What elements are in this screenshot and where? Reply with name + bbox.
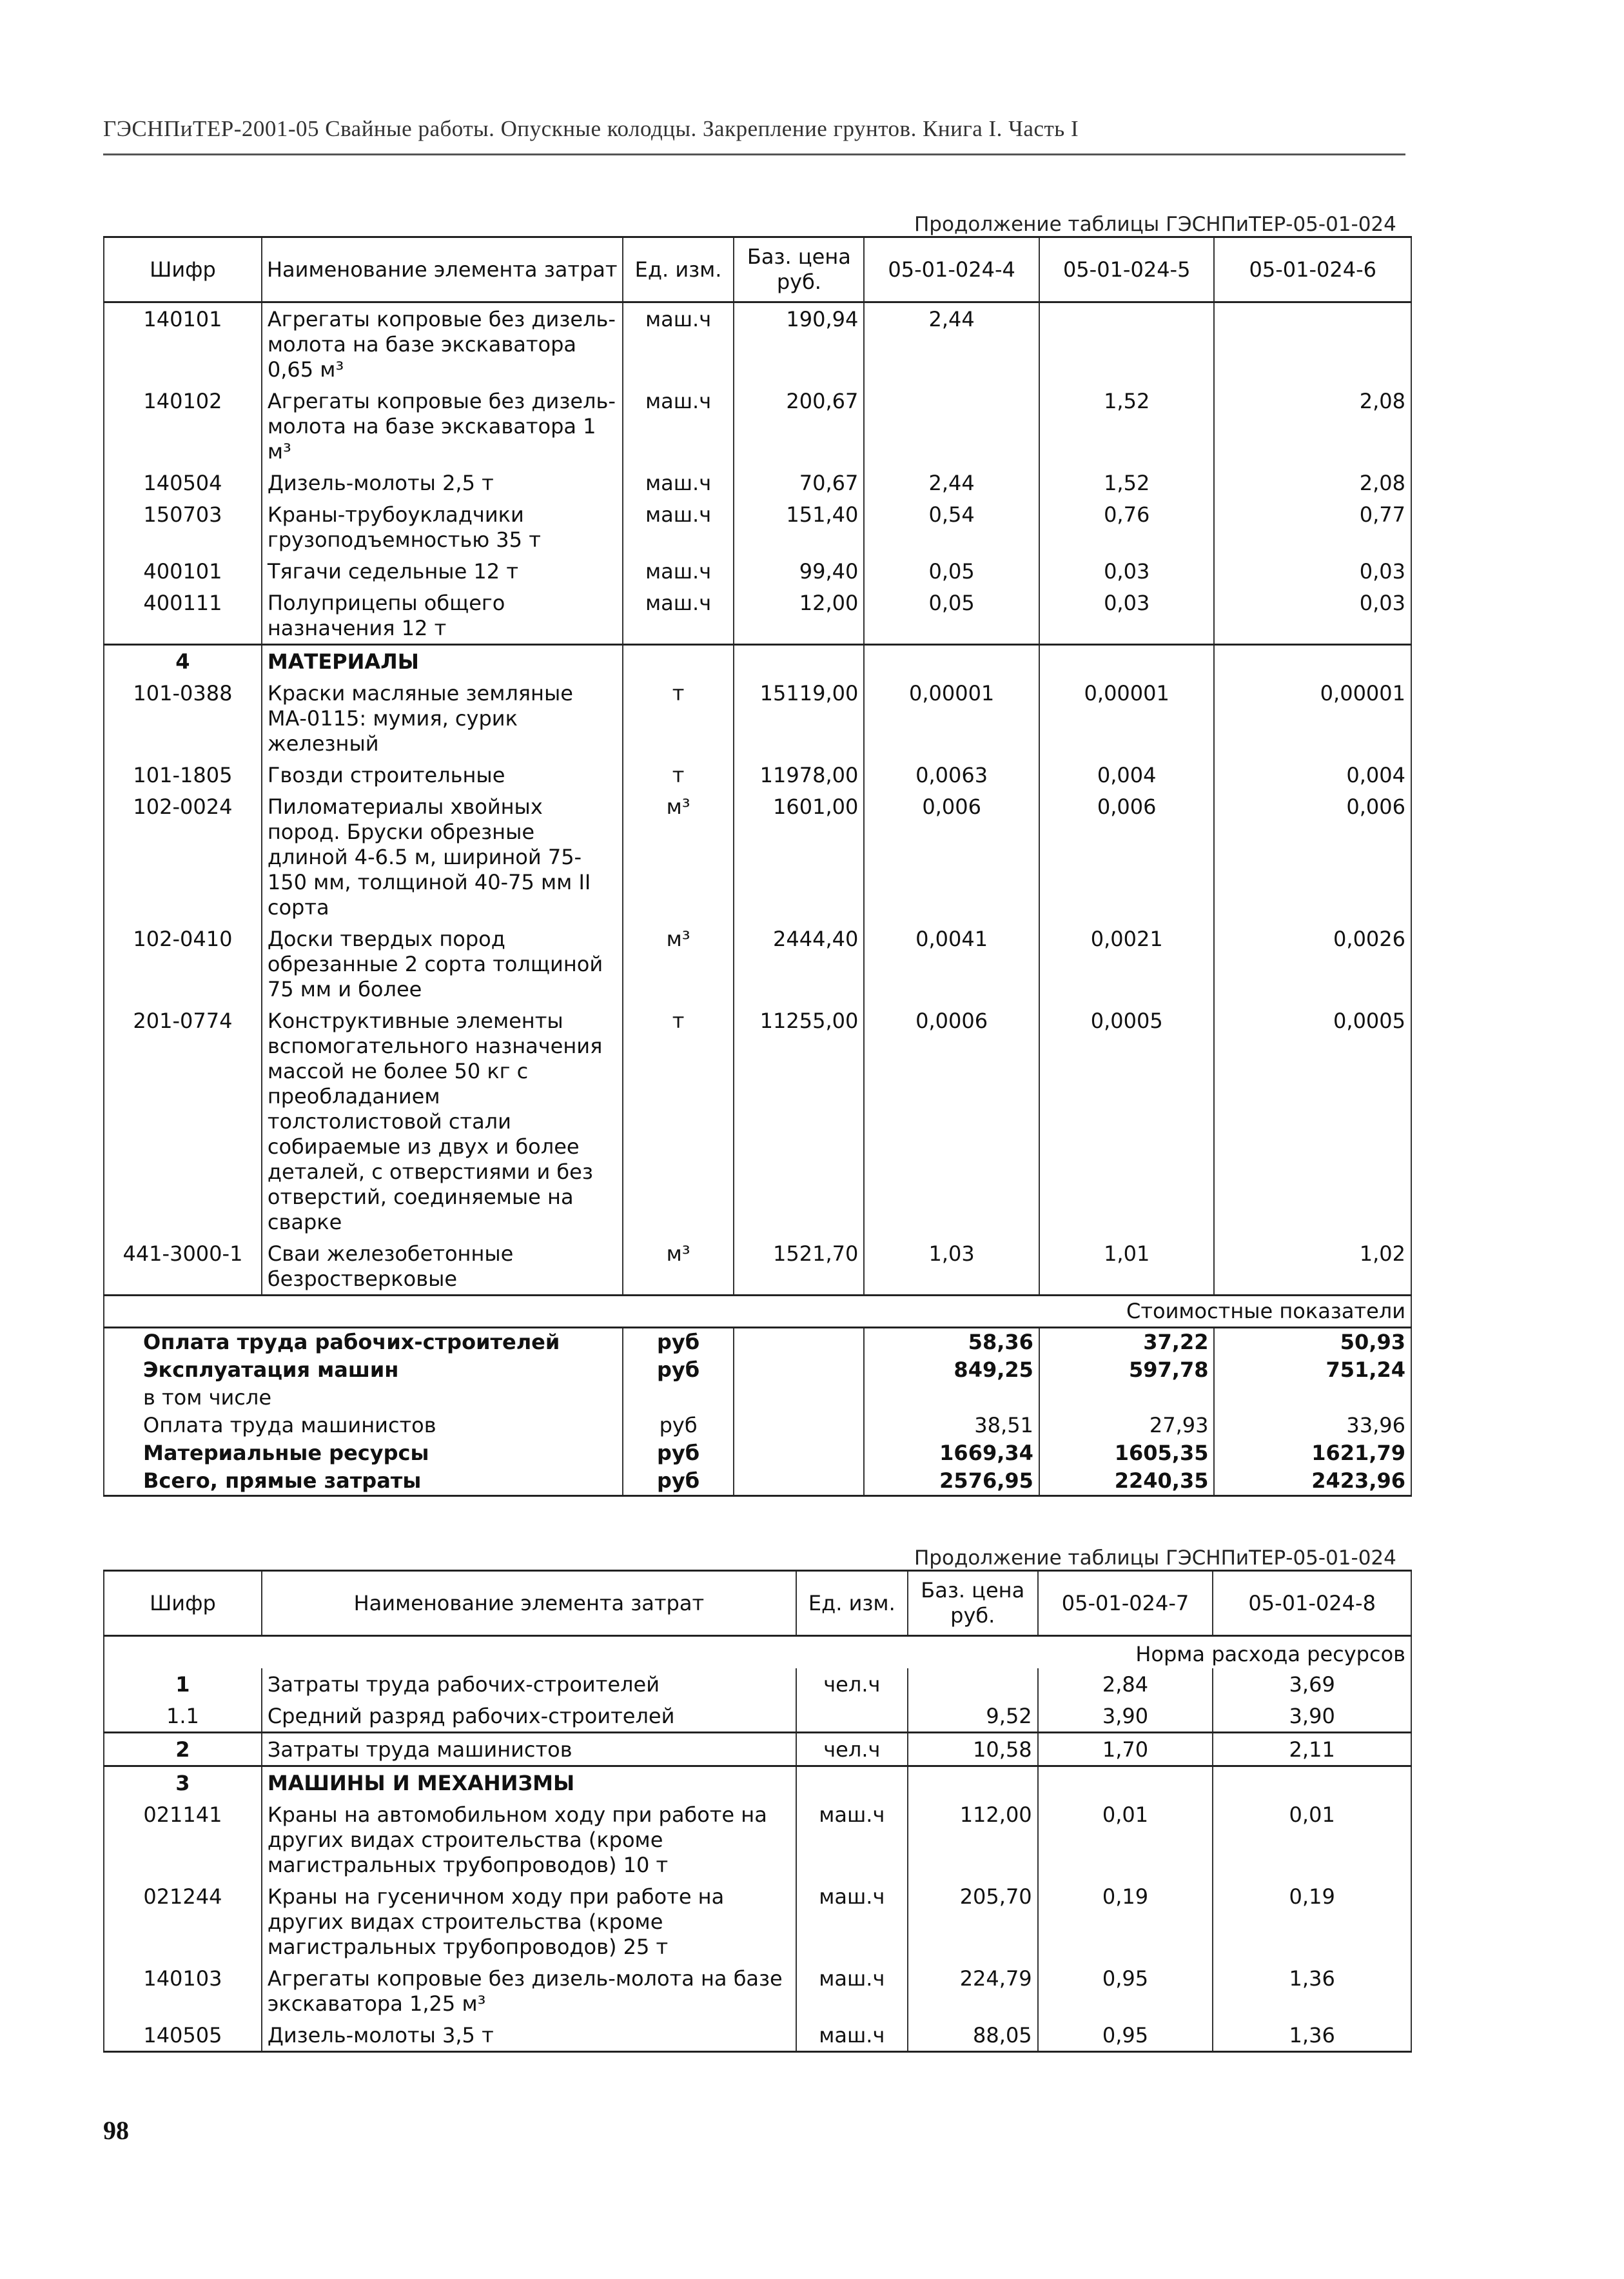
row-code: 140504	[104, 467, 262, 498]
row-value-2: 0,76	[1039, 498, 1215, 555]
summary-label: Материальные ресурсы	[104, 1439, 623, 1467]
row-price: 10,58	[908, 1733, 1038, 1766]
row-name: Средний разряд рабочих-строителей	[262, 1700, 796, 1733]
row-value-1: 0,0006	[864, 1005, 1039, 1238]
col-unit-header: Ед. изм.	[623, 237, 734, 302]
row-value-3: 0,006	[1214, 791, 1411, 923]
norm-label: Норма расхода ресурсов	[104, 1636, 1411, 1669]
table-row	[104, 791, 1411, 923]
norm-label-row	[104, 1636, 1411, 1669]
row-code: 140102	[104, 385, 262, 467]
row-name: Затраты труда машинистов	[262, 1733, 796, 1766]
row-value-3: 2,08	[1214, 467, 1411, 498]
row-price: 112,00	[908, 1799, 1038, 1880]
row-value-1: 0,006	[864, 791, 1039, 923]
page-number: 98	[103, 2116, 129, 2145]
summary-row	[104, 1384, 1411, 1412]
row-code: 400111	[104, 587, 262, 645]
summary-value-2: 597,78	[1039, 1356, 1215, 1384]
row-unit: маш.ч	[796, 1799, 908, 1880]
row-unit: чел.ч	[796, 1733, 908, 1766]
summary-value-1	[864, 1384, 1039, 1412]
row-price: 11255,00	[734, 1005, 864, 1238]
table-row	[104, 759, 1411, 791]
table1-caption: Продолжение таблицы ГЭСНПиТЕР-05-01-024	[914, 213, 1396, 236]
row-value-2: 1,01	[1039, 1238, 1215, 1296]
col-price-header: Баз. цена руб.	[908, 1571, 1038, 1636]
row-price: 1601,00	[734, 791, 864, 923]
row-value-1: 1,03	[864, 1238, 1039, 1296]
row-value-3: 0,004	[1214, 759, 1411, 791]
table1-header-row	[104, 237, 1411, 302]
row-code: 101-0388	[104, 677, 262, 759]
cost-indicators-row	[104, 1296, 1411, 1328]
summary-value-1: 2576,95	[864, 1467, 1039, 1496]
table-row	[104, 385, 1411, 467]
row-unit: т	[623, 759, 734, 791]
table-row	[104, 1880, 1411, 1962]
row-name: Конструктивные элементы вспомогательного назначения массой не более 50 кг с преобладанием толстолистовой стали собираемые из двух и более деталей, с отверстиями и без отверстий, соединяемые на сварке	[262, 1005, 623, 1238]
col-v1-header: 05-01-024-7	[1038, 1571, 1213, 1636]
row-value-2: 0,01	[1213, 1799, 1411, 1880]
row-name: Сваи железобетонные безростверковые	[262, 1238, 623, 1296]
row-unit: маш.ч	[796, 1962, 908, 2019]
col-code-header: Шифр	[104, 1571, 262, 1636]
row-unit: т	[623, 1005, 734, 1238]
table-row	[104, 498, 1411, 555]
section-title: МАШИНЫ И МЕХАНИЗМЫ	[262, 1766, 796, 1799]
row-price: 2444,40	[734, 923, 864, 1005]
table-row	[104, 677, 1411, 759]
table-row	[104, 1668, 1411, 1700]
table2	[103, 1570, 1412, 2053]
row-value-1: 2,44	[864, 302, 1039, 386]
row-name: Дизель-молоты 3,5 т	[262, 2019, 796, 2052]
summary-unit: руб	[623, 1467, 734, 1496]
col-v2-header: 05-01-024-8	[1213, 1571, 1411, 1636]
row-name: Пиломатериалы хвойных пород. Бруски обрезные длиной 4-6.5 м, шириной 75-150 мм, толщиной 40-75 мм II сорта	[262, 791, 623, 923]
summary-row	[104, 1412, 1411, 1439]
row-code: 2	[104, 1733, 262, 1766]
row-code: 1	[104, 1668, 262, 1700]
row-name: Краны на гусеничном ходу при работе на других видах строительства (кроме магистральных трубопроводов) 25 т	[262, 1880, 796, 1962]
table-row	[104, 1238, 1411, 1296]
row-value-1: 1,70	[1038, 1733, 1213, 1766]
row-value-2: 1,52	[1039, 385, 1215, 467]
table2-caption: Продолжение таблицы ГЭСНПиТЕР-05-01-024	[914, 1546, 1396, 1570]
row-price: 200,67	[734, 385, 864, 467]
row-price: 15119,00	[734, 677, 864, 759]
table-row	[104, 587, 1411, 645]
row-unit: маш.ч	[796, 2019, 908, 2052]
row-value-1: 0,01	[1038, 1799, 1213, 1880]
row-unit: м³	[623, 791, 734, 923]
row-value-1: 0,05	[864, 587, 1039, 645]
row-price: 1521,70	[734, 1238, 864, 1296]
row-name: Агрегаты копровые без дизель-молота на базе экскаватора 0,65 м³	[262, 302, 623, 386]
table-row	[104, 467, 1411, 498]
col-v1-header: 05-01-024-4	[864, 237, 1039, 302]
summary-value-3	[1214, 1384, 1411, 1412]
row-price: 99,40	[734, 555, 864, 587]
row-value-1	[864, 385, 1039, 467]
table-row	[104, 1700, 1411, 1733]
section-row	[104, 645, 1411, 678]
row-unit: маш.ч	[796, 1880, 908, 1962]
row-value-3	[1214, 302, 1411, 386]
summary-value-3: 751,24	[1214, 1356, 1411, 1384]
row-code: 102-0024	[104, 791, 262, 923]
section-number: 3	[104, 1766, 262, 1799]
summary-label: Оплата труда рабочих-строителей	[104, 1328, 623, 1357]
row-code: 102-0410	[104, 923, 262, 1005]
row-price	[908, 1668, 1038, 1700]
row-value-1: 3,90	[1038, 1700, 1213, 1733]
summary-value-2: 37,22	[1039, 1328, 1215, 1357]
row-value-2: 0,0005	[1039, 1005, 1215, 1238]
row-name: Краски масляные земляные МА-0115: мумия, сурик железный	[262, 677, 623, 759]
row-unit: маш.ч	[623, 498, 734, 555]
section-row	[104, 1766, 1411, 1799]
row-unit: чел.ч	[796, 1668, 908, 1700]
summary-unit: руб	[623, 1412, 734, 1439]
row-value-3: 0,03	[1214, 587, 1411, 645]
row-value-2: 0,006	[1039, 791, 1215, 923]
row-unit: маш.ч	[623, 555, 734, 587]
summary-label: Оплата труда машинистов	[104, 1412, 623, 1439]
row-value-1: 0,54	[864, 498, 1039, 555]
row-code: 1.1	[104, 1700, 262, 1733]
row-value-2: 1,36	[1213, 2019, 1411, 2052]
row-code: 441-3000-1	[104, 1238, 262, 1296]
row-unit	[796, 1700, 908, 1733]
row-price: 11978,00	[734, 759, 864, 791]
summary-unit: руб	[623, 1356, 734, 1384]
cost-indicators-label: Стоимостные показатели	[104, 1296, 1411, 1328]
summary-value-3: 33,96	[1214, 1412, 1411, 1439]
row-price: 70,67	[734, 467, 864, 498]
row-name: Доски твердых пород обрезанные 2 сорта толщиной 75 мм и более	[262, 923, 623, 1005]
summary-value-3: 50,93	[1214, 1328, 1411, 1357]
summary-value-1: 58,36	[864, 1328, 1039, 1357]
row-name: Тягачи седельные 12 т	[262, 555, 623, 587]
row-name: Гвозди строительные	[262, 759, 623, 791]
col-code-header: Шифр	[104, 237, 262, 302]
row-unit: маш.ч	[623, 385, 734, 467]
summary-value-2: 27,93	[1039, 1412, 1215, 1439]
summary-value-1: 38,51	[864, 1412, 1039, 1439]
row-value-3: 2,08	[1214, 385, 1411, 467]
row-value-1: 0,95	[1038, 2019, 1213, 2052]
row-unit: маш.ч	[623, 302, 734, 386]
summary-row	[104, 1439, 1411, 1467]
row-price: 190,94	[734, 302, 864, 386]
col-name-header: Наименование элемента затрат	[262, 1571, 796, 1636]
summary-row	[104, 1328, 1411, 1357]
table2-header-row	[104, 1571, 1411, 1636]
row-unit: маш.ч	[623, 467, 734, 498]
table-row	[104, 302, 1411, 386]
row-code: 150703	[104, 498, 262, 555]
summary-price	[734, 1439, 864, 1467]
row-value-2: 0,03	[1039, 587, 1215, 645]
row-value-2: 1,36	[1213, 1962, 1411, 2019]
table-row	[104, 1733, 1411, 1766]
row-value-2	[1039, 302, 1215, 386]
row-code: 140103	[104, 1962, 262, 2019]
row-code: 021244	[104, 1880, 262, 1962]
summary-value-2	[1039, 1384, 1215, 1412]
summary-value-2: 2240,35	[1039, 1467, 1215, 1496]
row-value-1: 2,84	[1038, 1668, 1213, 1700]
row-unit: м³	[623, 1238, 734, 1296]
row-code: 140101	[104, 302, 262, 386]
row-name: Краны на автомобильном ходу при работе на других видах строительства (кроме магистральных трубопроводов) 10 т	[262, 1799, 796, 1880]
row-value-2: 2,11	[1213, 1733, 1411, 1766]
summary-label: в том числе	[104, 1384, 623, 1412]
table-row	[104, 1799, 1411, 1880]
row-value-1: 0,00001	[864, 677, 1039, 759]
row-name: Полуприцепы общего назначения 12 т	[262, 587, 623, 645]
row-value-3: 0,0005	[1214, 1005, 1411, 1238]
row-name: Агрегаты копровые без дизель-молота на базе экскаватора 1 м³	[262, 385, 623, 467]
row-value-2: 0,19	[1213, 1880, 1411, 1962]
table1	[103, 236, 1412, 1497]
row-price: 151,40	[734, 498, 864, 555]
header-rule	[103, 153, 1405, 155]
table-row	[104, 923, 1411, 1005]
row-value-3: 0,0026	[1214, 923, 1411, 1005]
col-name-header: Наименование элемента затрат	[262, 237, 623, 302]
row-value-3: 1,02	[1214, 1238, 1411, 1296]
summary-unit: руб	[623, 1439, 734, 1467]
row-code: 201-0774	[104, 1005, 262, 1238]
row-code: 021141	[104, 1799, 262, 1880]
row-value-2: 1,52	[1039, 467, 1215, 498]
row-name: Затраты труда рабочих-строителей	[262, 1668, 796, 1700]
summary-value-1: 1669,34	[864, 1439, 1039, 1467]
summary-label: Эксплуатация машин	[104, 1356, 623, 1384]
row-name: Краны-трубоукладчики грузоподъемностью 35 т	[262, 498, 623, 555]
summary-value-3: 2423,96	[1214, 1467, 1411, 1496]
summary-value-2: 1605,35	[1039, 1439, 1215, 1467]
row-name: Дизель-молоты 2,5 т	[262, 467, 623, 498]
row-code: 101-1805	[104, 759, 262, 791]
row-value-2: 0,00001	[1039, 677, 1215, 759]
table-row	[104, 1962, 1411, 2019]
table-row	[104, 1005, 1411, 1238]
row-value-2: 3,69	[1213, 1668, 1411, 1700]
row-value-1: 2,44	[864, 467, 1039, 498]
section-title: МАТЕРИАЛЫ	[262, 645, 623, 678]
row-price: 9,52	[908, 1700, 1038, 1733]
summary-price	[734, 1384, 864, 1412]
row-value-3: 0,00001	[1214, 677, 1411, 759]
summary-price	[734, 1328, 864, 1357]
col-v2-header: 05-01-024-5	[1039, 237, 1215, 302]
row-value-1: 0,19	[1038, 1880, 1213, 1962]
summary-unit	[623, 1384, 734, 1412]
col-unit-header: Ед. изм.	[796, 1571, 908, 1636]
summary-price	[734, 1356, 864, 1384]
summary-value-1: 849,25	[864, 1356, 1039, 1384]
running-header: ГЭСНПиТЕР-2001-05 Свайные работы. Опускные колодцы. Закрепление грунтов. Книга I. Часть I	[103, 116, 1079, 141]
col-price-header: Баз. цена руб.	[734, 237, 864, 302]
row-unit: м³	[623, 923, 734, 1005]
row-value-3: 0,77	[1214, 498, 1411, 555]
row-price: 88,05	[908, 2019, 1038, 2052]
summary-row	[104, 1467, 1411, 1496]
summary-row	[104, 1356, 1411, 1384]
summary-price	[734, 1412, 864, 1439]
summary-label: Всего, прямые затраты	[104, 1467, 623, 1496]
table-row	[104, 555, 1411, 587]
row-value-3: 0,03	[1214, 555, 1411, 587]
row-value-2: 0,0021	[1039, 923, 1215, 1005]
row-price: 205,70	[908, 1880, 1038, 1962]
row-code: 140505	[104, 2019, 262, 2052]
table-row	[104, 2019, 1411, 2052]
row-unit: т	[623, 677, 734, 759]
summary-value-3: 1621,79	[1214, 1439, 1411, 1467]
row-value-2: 0,004	[1039, 759, 1215, 791]
row-value-1: 0,0041	[864, 923, 1039, 1005]
row-value-1: 0,0063	[864, 759, 1039, 791]
section-number: 4	[104, 645, 262, 678]
row-value-2: 0,03	[1039, 555, 1215, 587]
row-value-1: 0,05	[864, 555, 1039, 587]
row-name: Агрегаты копровые без дизель-молота на базе экскаватора 1,25 м³	[262, 1962, 796, 2019]
row-value-1: 0,95	[1038, 1962, 1213, 2019]
summary-unit: руб	[623, 1328, 734, 1357]
row-price: 12,00	[734, 587, 864, 645]
row-price: 224,79	[908, 1962, 1038, 2019]
row-code: 400101	[104, 555, 262, 587]
summary-price	[734, 1467, 864, 1496]
row-unit: маш.ч	[623, 587, 734, 645]
col-v3-header: 05-01-024-6	[1214, 237, 1411, 302]
row-value-2: 3,90	[1213, 1700, 1411, 1733]
